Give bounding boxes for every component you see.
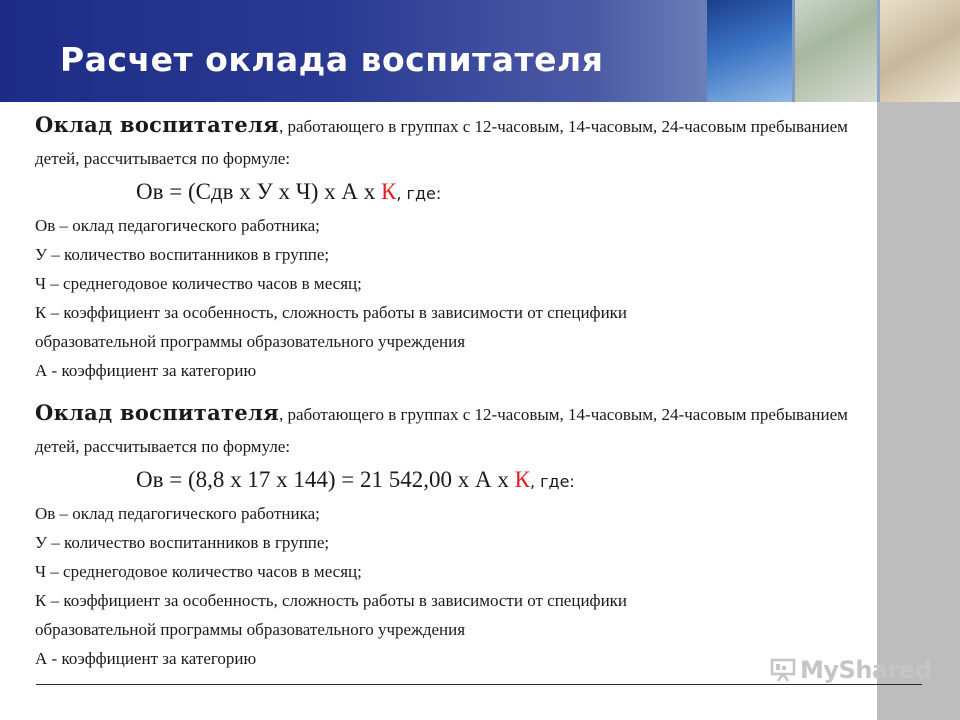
formula-line: [136, 463, 875, 499]
intro-heading: Оклад воспитателя: [35, 400, 279, 425]
slide-content: [35, 109, 875, 673]
intro-heading: Оклад воспитателя: [35, 112, 279, 137]
definition-line: У – количество воспитанников в группе;: [35, 245, 330, 264]
definition-line: Ч – среднегодовое количество часов в месяц;: [35, 562, 362, 581]
formula-tail: , где:: [529, 472, 575, 491]
watermark-logo: [770, 656, 931, 684]
header-photo-1: [707, 0, 792, 102]
formula-main: Ов = (Сдв х У х Ч) х А х: [136, 179, 382, 204]
definition-line: К – коэффициент за особенность, сложность работы в зависимости от специфики: [35, 303, 628, 322]
definition-line: образовательной программы образовательного учреждения: [35, 332, 466, 351]
definition-line: Ч – среднегодовое количество часов в месяц;: [35, 274, 362, 293]
intro-text: [35, 397, 875, 463]
intro-rest: , работающего в группах с 12-часовым, 14-часовым, 24-часовым пребыванием детей, рассчитывается по формуле:: [35, 117, 848, 168]
definition-line: образовательной программы образовательного учреждения: [35, 620, 466, 639]
formula-block-1: [35, 109, 875, 385]
definition-line: У – количество воспитанников в группе;: [35, 533, 330, 552]
presentation-board-icon: [770, 658, 796, 682]
formula-tail: , где:: [396, 184, 442, 203]
formula-block-2: [35, 397, 875, 673]
header-photo-collage: [707, 0, 960, 102]
formula-coefficient: К: [514, 467, 530, 492]
slide-title: Расчет оклада воспитателя: [60, 40, 604, 79]
intro-rest: , работающего в группах с 12-часовым, 14-часовым, 24-часовым пребыванием детей, рассчитывается по формуле:: [35, 405, 848, 456]
bottom-divider: [36, 684, 922, 685]
formula-main: Ов = (8,8 х 17 х 144) = 21 542,00 х А х: [136, 467, 515, 492]
slide-header: [0, 0, 960, 102]
definition-line: Ов – оклад педагогического работника;: [35, 216, 320, 235]
formula-line: [136, 175, 875, 211]
header-photo-2: [795, 0, 877, 102]
definition-line: Ов – оклад педагогического работника;: [35, 504, 320, 523]
watermark-text: MyShared: [800, 656, 932, 684]
definition-line: К – коэффициент за особенность, сложность работы в зависимости от специфики: [35, 591, 628, 610]
right-side-bar: [877, 102, 960, 720]
intro-text: [35, 109, 875, 175]
formula-coefficient: К: [381, 179, 397, 204]
header-photo-3: [880, 0, 960, 102]
definition-line: А - коэффициент за категорию: [35, 649, 257, 668]
definition-line: А - коэффициент за категорию: [35, 361, 257, 380]
